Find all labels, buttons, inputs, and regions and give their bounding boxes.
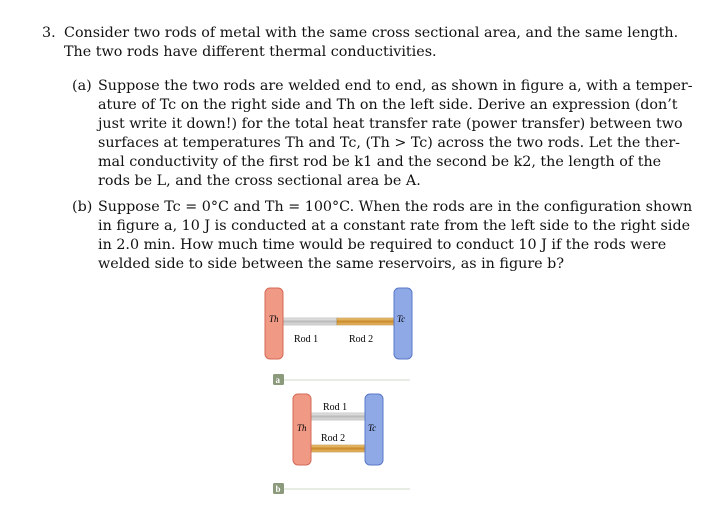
- part-a-label: (a): [72, 78, 92, 94]
- figure-b-cold-label: Tc: [368, 423, 377, 433]
- figure-b-tag: b: [275, 484, 281, 494]
- figure-b-rod-2-label: Rod 2: [321, 433, 346, 444]
- figure-b-rod-1-label: Rod 1: [323, 402, 348, 413]
- part-a-line-4: surfaces at temperatures Th and Tc, (Th > Tc) across the two rods. Let the ther-: [98, 135, 680, 151]
- part-a-line-1: Suppose the two rods are welded end to end, as shown in figure a, with a temper-: [98, 78, 693, 94]
- part-a-line-2: ature of Tc on the right side and Th on the left side. Derive an expression (don’t: [98, 97, 678, 113]
- intro-line-2: The two rods have different thermal conductivities.: [64, 44, 437, 60]
- part-b-line-3: in 2.0 min. How much time would be required to conduct 10 J if the rods were: [98, 237, 667, 253]
- intro-line-1: Consider two rods of metal with the same cross sectional area, and the same length.: [64, 25, 679, 41]
- figure-a: [265, 288, 412, 385]
- figure-b-rod-2: [311, 445, 365, 452]
- figure-a-rod-2-label: Rod 2: [349, 334, 374, 345]
- part-a-line-6: rods be L, and the cross sectional area be A.: [98, 173, 421, 189]
- figure-a-rod-1: [283, 318, 337, 325]
- figure-a-hot-label: Th: [269, 314, 279, 324]
- part-b-line-4: welded side to side between the same reservoirs, as in figure b?: [98, 256, 564, 272]
- figure-b-hot-label: Th: [297, 423, 307, 433]
- part-a-line-3: just write it down!) for the total heat transfer rate (power transfer) between two: [98, 116, 683, 132]
- figure-a-tag: a: [275, 375, 280, 385]
- part-a-line-5: mal conductivity of the first rod be k1 and the second be k2, the length of the: [98, 154, 662, 170]
- figure-b-rod-1: [311, 413, 365, 420]
- figure-a-rod-1-label: Rod 1: [294, 334, 319, 345]
- figure-a-cold-label: Tc: [397, 314, 406, 324]
- part-b-line-2: in figure a, 10 J is conducted at a constant rate from the left side to the right side: [98, 218, 691, 234]
- figure-b: [273, 394, 410, 494]
- part-b-label: (b): [72, 199, 93, 215]
- part-b-line-1: Suppose Tc = 0°C and Th = 100°C. When the rods are in the configuration shown: [98, 199, 693, 215]
- problem-number: 3.: [42, 25, 56, 41]
- figure-a-rod-2: [337, 318, 394, 325]
